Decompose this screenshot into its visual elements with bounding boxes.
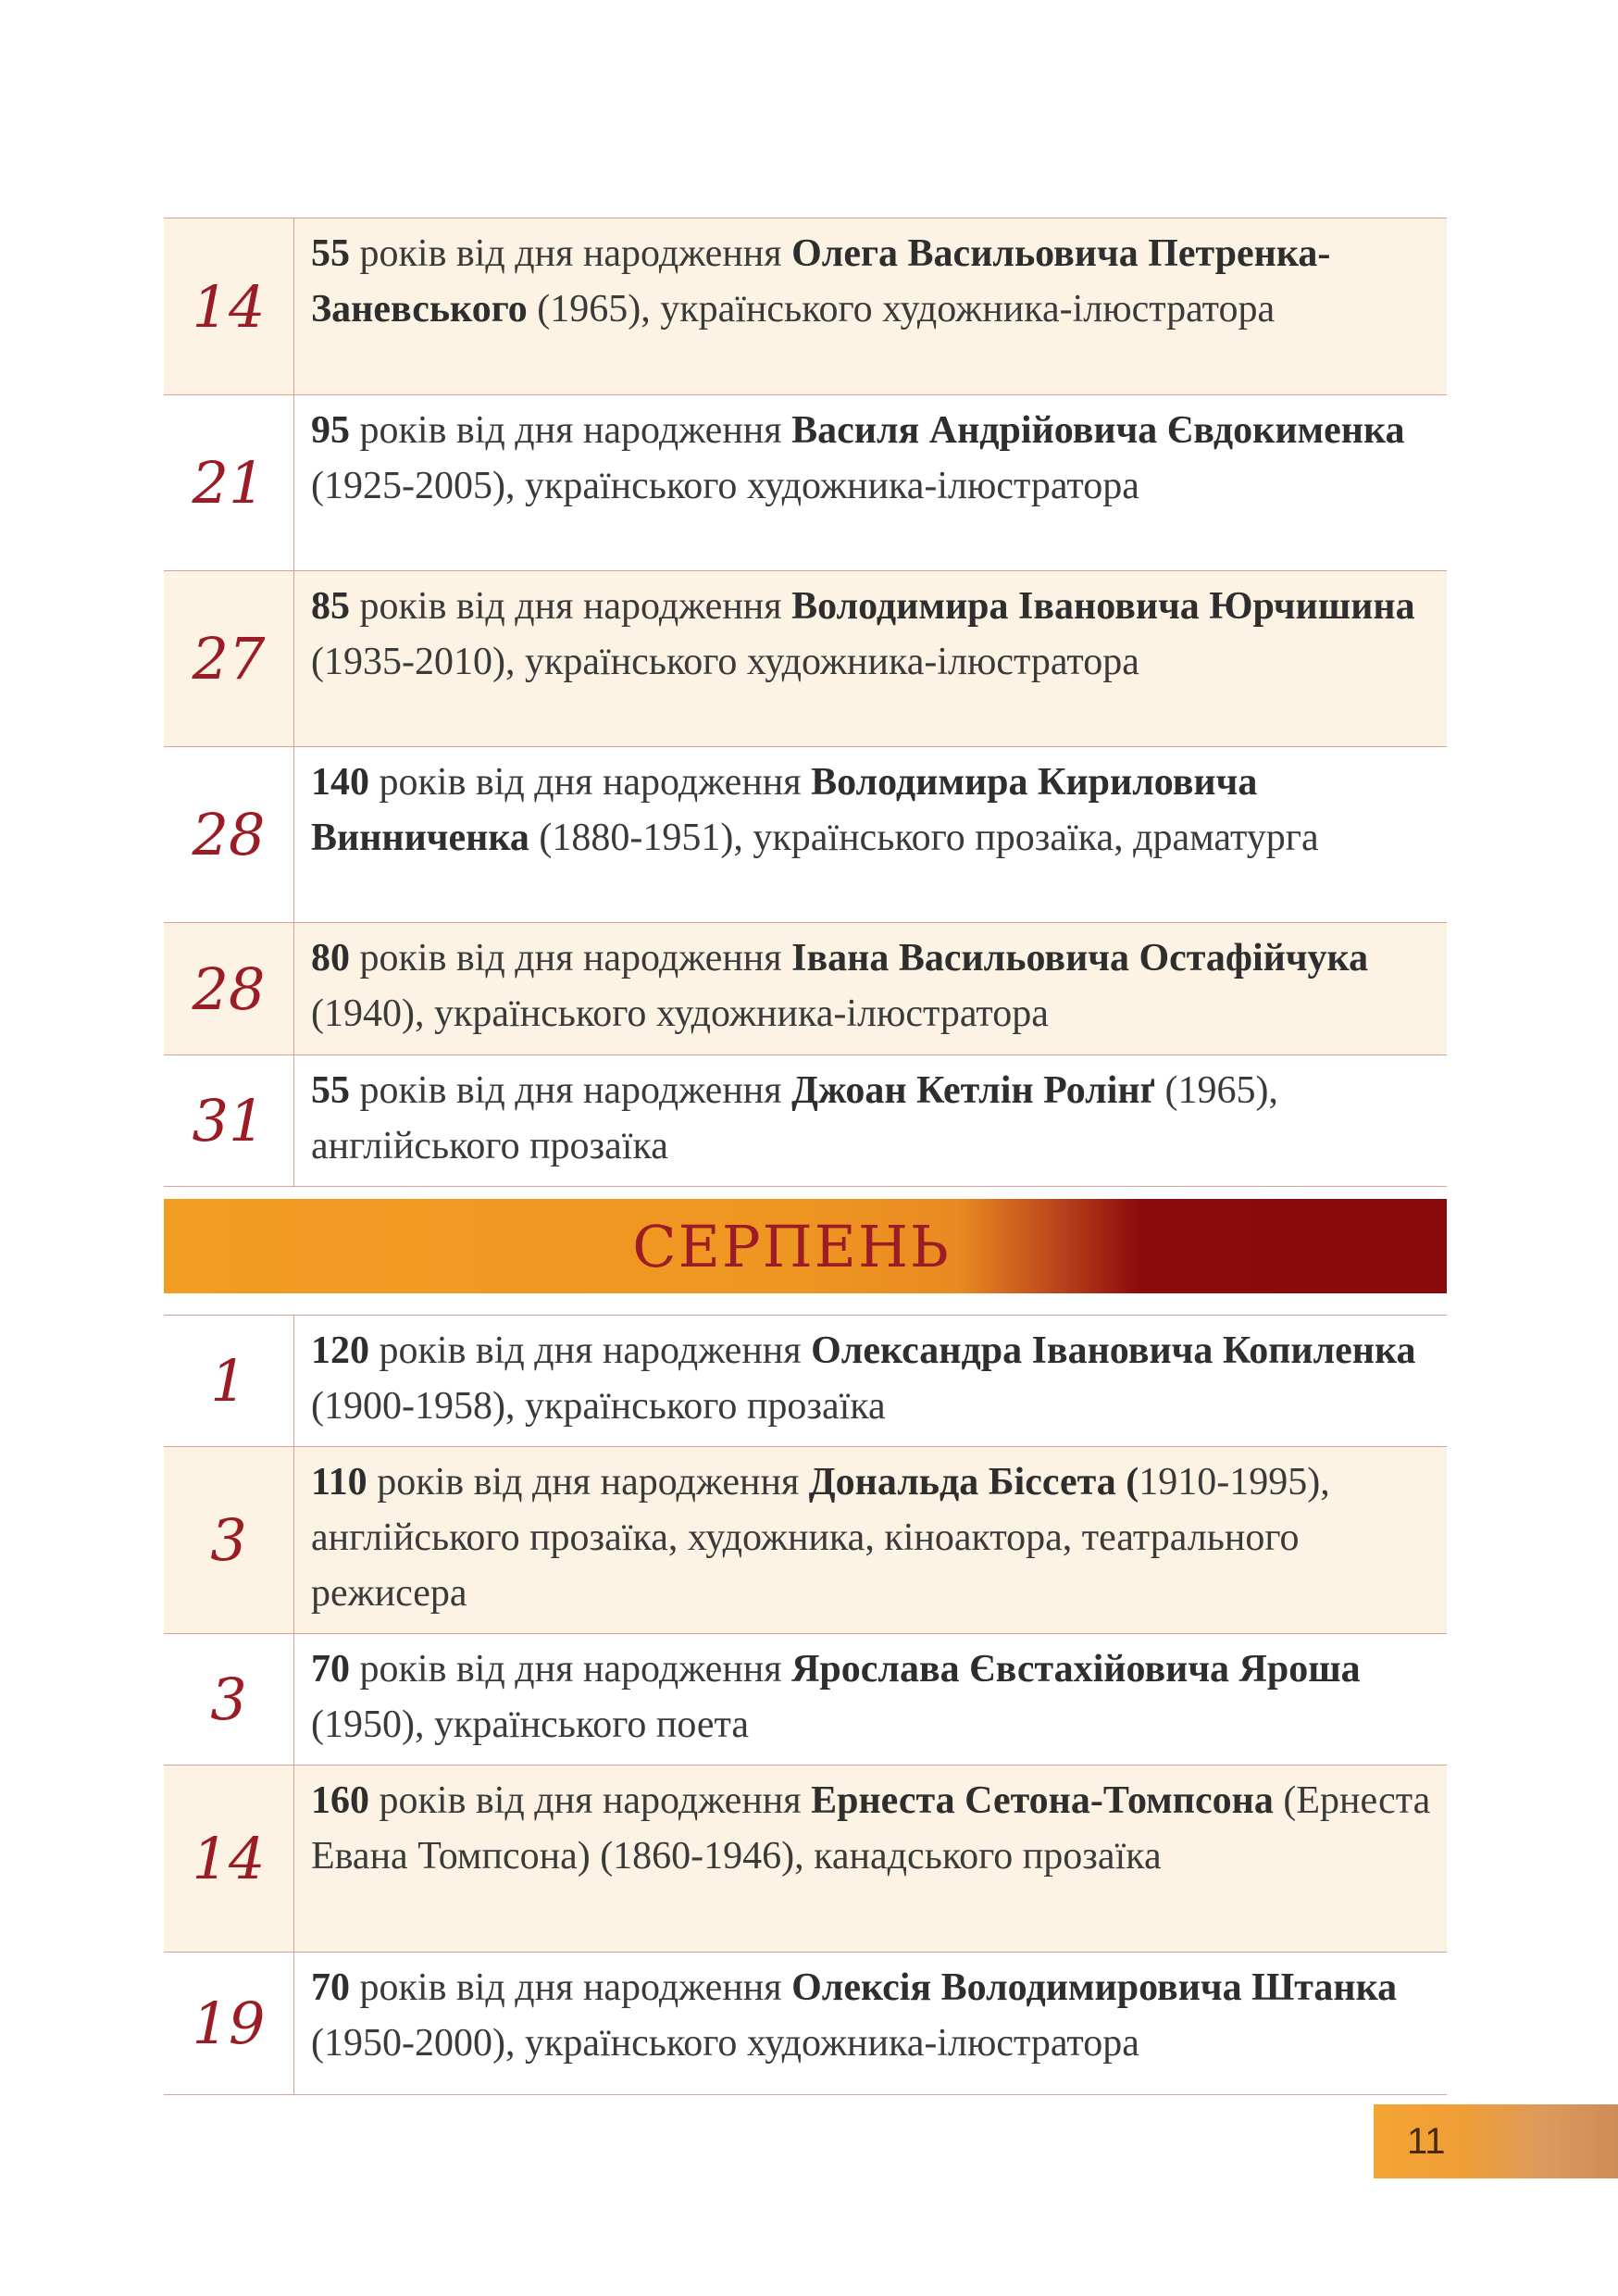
person-name: Володимира Кириловича Винниченка [311,761,1258,859]
entry-phrase: років від дня народження [367,1461,809,1504]
person-name: Олександра Івановича Копиленка [811,1329,1416,1372]
years-count: 80 [311,937,350,980]
entry-details: (1965), англійського прозаїка [311,1069,1278,1167]
entry-phrase: років від дня народження [369,1779,812,1822]
entry-phrase: років від дня народження [369,761,812,804]
years-count: 120 [311,1329,369,1372]
entry-details: (1950-2000), українського художника-ілюстратора [311,2022,1139,2065]
day-cell: 1 [164,1316,294,1446]
years-count: 70 [311,1648,350,1691]
entry-text [294,395,1447,570]
day-cell: 28 [164,747,294,922]
entry-details: (1900-1958), українського прозаїка [311,1385,886,1428]
entry-details: (1950), українського поета [311,1703,750,1746]
table-row [164,571,1447,747]
entry-details: (1925-2005), українського художника-ілюстратора [311,465,1139,507]
entry-text [294,1634,1447,1765]
entry-phrase: років від дня народження [350,937,792,980]
entry-phrase: років від дня народження [350,585,792,628]
day-cell: 28 [164,923,294,1054]
day-cell: 3 [164,1634,294,1765]
person-name: Дональда Біссета ( [808,1461,1139,1504]
years-count: 110 [311,1461,367,1504]
person-name: Івана Васильовича Остафійчука [791,937,1369,980]
table-row [164,1316,1447,1447]
day-cell: 3 [164,1447,294,1633]
table-row [164,923,1447,1055]
month-title: СЕРПЕНЬ [632,1212,951,1280]
years-count: 160 [311,1779,369,1822]
entry-text [294,571,1447,746]
table-row [164,1766,1447,1953]
person-name: Ернеста Сетона-Томпсона [811,1779,1274,1822]
page-number: 11 [1407,2120,1446,2162]
entry-text [294,1055,1447,1186]
july-table [164,218,1447,1187]
entry-phrase: років від дня народження [350,1648,792,1691]
entry-details: (1935-2010), українського художника-ілюстратора [311,641,1139,683]
entry-phrase: років від дня народження [369,1329,812,1372]
years-count: 140 [311,761,369,804]
table-row [164,1953,1447,2095]
day-cell: 14 [164,1766,294,1952]
years-count: 95 [311,409,350,452]
table-row [164,218,1447,395]
table-row [164,395,1447,571]
entry-details: (1965), українського художника-ілюстратора [527,288,1276,331]
entry-phrase: років від дня народження [350,1966,792,2009]
entry-details: (1940), українського художника-ілюстратора [311,992,1049,1035]
august-table [164,1315,1447,2095]
entry-text [294,1766,1447,1952]
entry-phrase: років від дня народження [350,409,792,452]
page-number-tab [1374,2104,1618,2178]
table-row [164,1634,1447,1766]
day-cell: 21 [164,395,294,570]
entry-text [294,1447,1447,1633]
person-name: Джоан Кетлін Ролінґ [791,1069,1155,1112]
table-row [164,747,1447,923]
table-row [164,1447,1447,1634]
entry-text [294,1953,1447,2094]
person-name: Василя Андрійовича Євдокименка [791,409,1405,452]
month-banner [164,1199,1447,1293]
entry-details: (1880-1951), українського прозаїка, драматурга [529,817,1319,859]
years-count: 55 [311,232,350,275]
person-name: Володимира Івановича Юрчишина [791,585,1415,628]
entry-text [294,1316,1447,1446]
entry-text [294,218,1447,394]
table-row [164,1055,1447,1187]
person-name: Олега Васильовича Петренка-Заневського [311,232,1331,331]
day-cell: 14 [164,218,294,394]
entry-phrase: років від дня народження [350,232,792,275]
day-cell: 31 [164,1055,294,1186]
years-count: 70 [311,1966,350,2009]
person-name: Ярослава Євстахійовича Яроша [791,1648,1361,1691]
entry-details: (Ернеста Евана Томпсона) (1860-1946), канадського прозаїка [311,1779,1431,1878]
entry-text [294,747,1447,922]
entry-phrase: років від дня народження [350,1069,792,1112]
entry-details: 1910-1995), англійського прозаїка, художника, кіноактора, театрального режисера [311,1461,1330,1615]
years-count: 55 [311,1069,350,1112]
person-name: Олексія Володимировича Штанка [791,1966,1398,2009]
day-cell: 27 [164,571,294,746]
day-cell: 19 [164,1953,294,2094]
entry-text [294,923,1447,1054]
years-count: 85 [311,585,350,628]
